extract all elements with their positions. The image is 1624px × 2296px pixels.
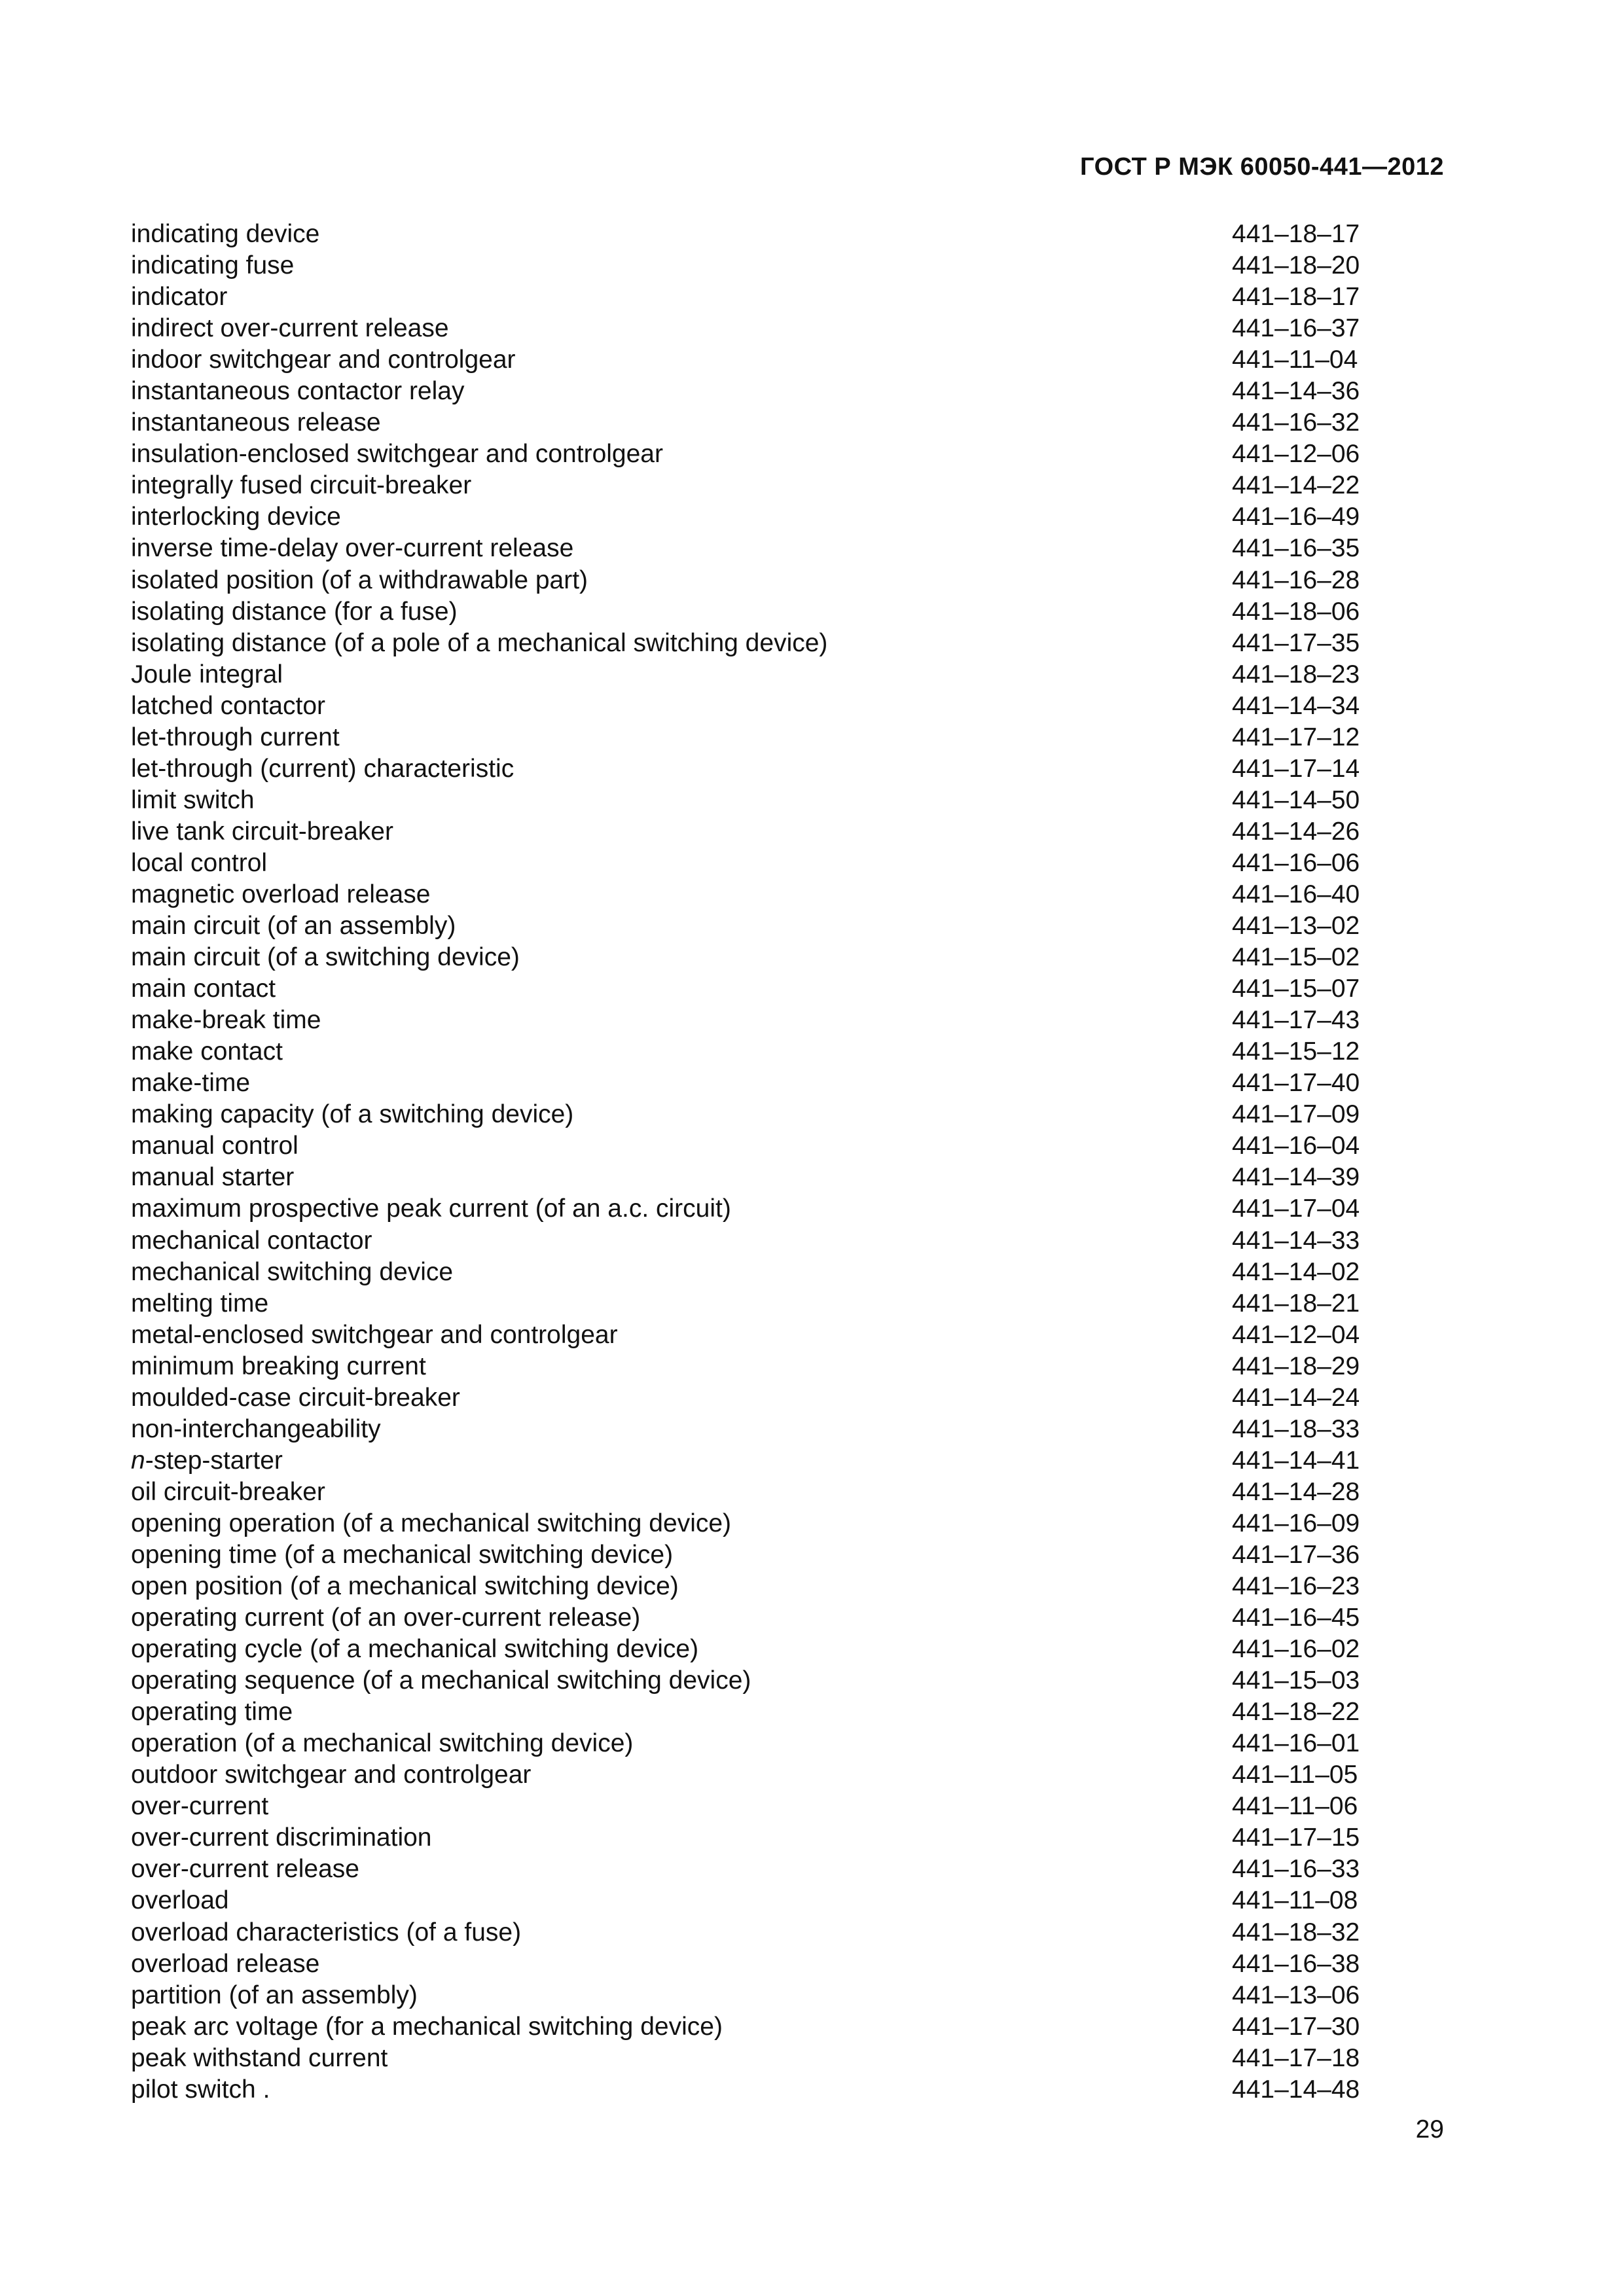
page-number: 29: [1415, 2115, 1444, 2144]
index-reference-number: 441–16–01: [1232, 1729, 1360, 1758]
index-term: [131, 1445, 283, 1477]
document-header: ГОСТ Р МЭК 60050-441—2012: [1080, 153, 1444, 181]
index-term: over-current: [131, 1792, 269, 1821]
index-entry: [131, 470, 1381, 501]
index-reference-number: 441–18–32: [1232, 1918, 1360, 1946]
index-reference-number: 441–17–30: [1232, 2012, 1360, 2041]
index-term: making capacity (of a switching device): [131, 1100, 574, 1129]
index-reference-number: 441–17–14: [1232, 754, 1360, 783]
index-entry: [131, 1634, 1381, 1665]
index-entry: [131, 439, 1381, 470]
index-term: magnetic overload release: [131, 880, 431, 908]
index-entry: [131, 1445, 1381, 1477]
index-entry: [131, 848, 1381, 879]
index-entry: [131, 2043, 1381, 2074]
index-entry: [131, 1351, 1381, 1382]
index-reference-number: 441–15–03: [1232, 1666, 1360, 1695]
index-term: isolated position (of a withdrawable part): [131, 565, 588, 594]
index-term: limit switch: [131, 785, 255, 814]
index-reference-number: 441–11–04: [1232, 346, 1358, 374]
index-reference-number: 441–16–28: [1232, 565, 1360, 594]
index-entry: [131, 1130, 1381, 1162]
index-term: overload: [131, 1886, 229, 1915]
index-reference-number: 441–12–06: [1232, 440, 1360, 469]
index-reference-number: 441–17–15: [1232, 1823, 1360, 1852]
index-entry: [131, 501, 1381, 533]
index-entry: [131, 376, 1381, 407]
index-entry: [131, 785, 1381, 816]
index-reference-number: 441–14–50: [1232, 785, 1360, 814]
index-term: opening operation (of a mechanical switching device): [131, 1509, 732, 1537]
index-reference-number: 441–16–45: [1232, 1604, 1360, 1632]
index-term: open position (of a mechanical switching device): [131, 1572, 679, 1601]
index-reference-number: 441–15–02: [1232, 943, 1360, 972]
index-entry: [131, 1728, 1381, 1759]
index-term: mechanical switching device: [131, 1257, 454, 1286]
index-reference-number: 441–14–39: [1232, 1163, 1360, 1192]
index-term: isolating distance (of a pole of a mechanical switching device): [131, 628, 828, 657]
index-term: operating current (of an over-current release): [131, 1604, 641, 1632]
index-entry: [131, 691, 1381, 722]
index-entry: [131, 596, 1381, 628]
index-entry: [131, 1067, 1381, 1099]
index-reference-number: 441–14–41: [1232, 1446, 1360, 1475]
index-reference-number: 441–16–40: [1232, 880, 1360, 908]
index-entry: [131, 942, 1381, 973]
index-term: instantaneous contactor relay: [131, 377, 465, 406]
index-entry: [131, 1036, 1381, 1067]
index-term: let-through (current) characteristic: [131, 754, 514, 783]
index-term: indirect over-current release: [131, 314, 449, 343]
index-reference-number: 441–18–22: [1232, 1698, 1360, 1727]
index-reference-number: 441–17–09: [1232, 1100, 1360, 1129]
index-term: make-time: [131, 1069, 251, 1098]
index-reference-number: 441–16–38: [1232, 1949, 1360, 1978]
index-term: instantaneous release: [131, 408, 381, 437]
index-reference-number: 441–18–17: [1232, 283, 1360, 312]
terms-index: [131, 219, 1381, 2106]
index-term: indicator: [131, 283, 228, 312]
index-entry: [131, 722, 1381, 753]
index-reference-number: 441–14–02: [1232, 1257, 1360, 1286]
index-entry: [131, 1382, 1381, 1414]
index-entry: [131, 1099, 1381, 1130]
index-reference-number: 441–18–29: [1232, 1352, 1360, 1380]
index-entry: [131, 1696, 1381, 1728]
index-term: outdoor switchgear and controlgear: [131, 1761, 532, 1789]
index-reference-number: 441–16–49: [1232, 503, 1360, 531]
index-reference-number: 441–16–02: [1232, 1635, 1360, 1664]
index-reference-number: 441–18–17: [1232, 220, 1360, 248]
index-term: operating cycle (of a mechanical switching device): [131, 1635, 699, 1664]
index-entry: [131, 1854, 1381, 1885]
index-reference-number: 441–18–21: [1232, 1289, 1360, 1318]
index-entry: [131, 816, 1381, 848]
index-entry: [131, 1477, 1381, 1508]
index-reference-number: 441–11–05: [1232, 1761, 1358, 1789]
index-term: main circuit (of an assembly): [131, 912, 456, 941]
index-reference-number: 441–17–36: [1232, 1540, 1360, 1569]
index-term: main circuit (of a switching device): [131, 943, 520, 972]
index-term: mechanical contactor: [131, 1226, 372, 1255]
index-entry: [131, 1508, 1381, 1539]
index-entry: [131, 1539, 1381, 1571]
index-entry: [131, 879, 1381, 910]
index-entry: [131, 1822, 1381, 1854]
index-entry: [131, 344, 1381, 376]
index-entry: [131, 1193, 1381, 1225]
index-reference-number: 441–16–33: [1232, 1855, 1360, 1884]
index-reference-number: 441–18–33: [1232, 1414, 1360, 1443]
index-term: indoor switchgear and controlgear: [131, 346, 516, 374]
index-reference-number: 441–12–04: [1232, 1320, 1360, 1349]
index-entry: [131, 1257, 1381, 1288]
index-entry: [131, 1665, 1381, 1696]
index-entry: [131, 1759, 1381, 1791]
index-entry: [131, 1791, 1381, 1822]
index-reference-number: 441–13–02: [1232, 912, 1360, 941]
index-entry: [131, 1917, 1381, 1948]
index-entry: [131, 1948, 1381, 1980]
index-entry: [131, 659, 1381, 691]
index-term: peak arc voltage (for a mechanical switching device): [131, 2012, 723, 2041]
index-entry: [131, 533, 1381, 564]
index-term: make contact: [131, 1037, 283, 1066]
index-term: partition (of an assembly): [131, 1981, 418, 2009]
index-reference-number: 441–16–35: [1232, 534, 1360, 563]
index-term: overload characteristics (of a fuse): [131, 1918, 522, 1946]
index-term: operating time: [131, 1698, 293, 1727]
index-term: overload release: [131, 1949, 320, 1978]
index-term: melting time: [131, 1289, 269, 1318]
index-reference-number: 441–14–22: [1232, 471, 1360, 500]
index-reference-number: 441–14–48: [1232, 2075, 1360, 2104]
index-reference-number: 441–11–06: [1232, 1792, 1358, 1821]
index-entry: [131, 2011, 1381, 2043]
index-term: make-break time: [131, 1006, 321, 1035]
index-term: over-current discrimination: [131, 1823, 432, 1852]
index-term: operating sequence (of a mechanical switching device): [131, 1666, 751, 1695]
index-entry: [131, 1414, 1381, 1445]
index-reference-number: 441–13–06: [1232, 1981, 1360, 2009]
index-term: minimum breaking current: [131, 1352, 426, 1380]
index-entry: [131, 1288, 1381, 1319]
index-entry: [131, 1005, 1381, 1036]
index-reference-number: 441–14–33: [1232, 1226, 1360, 1255]
index-entry: [131, 1162, 1381, 1193]
index-reference-number: 441–17–40: [1232, 1069, 1360, 1098]
index-reference-number: 441–16–37: [1232, 314, 1360, 343]
index-reference-number: 441–16–06: [1232, 848, 1360, 877]
index-reference-number: 441–11–08: [1232, 1886, 1358, 1915]
index-reference-number: 441–18–20: [1232, 251, 1360, 280]
index-reference-number: 441–17–18: [1232, 2043, 1360, 2072]
index-term: main contact: [131, 975, 276, 1003]
index-term: manual starter: [131, 1163, 295, 1192]
index-term: oil circuit-breaker: [131, 1477, 325, 1506]
index-entry: [131, 407, 1381, 439]
index-term: maximum prospective peak current (of an a.c. circuit): [131, 1194, 731, 1223]
index-term: isolating distance (for a fuse): [131, 597, 458, 626]
index-term: integrally fused circuit-breaker: [131, 471, 472, 500]
index-reference-number: 441–18–23: [1232, 660, 1360, 689]
index-term: manual control: [131, 1132, 298, 1160]
index-entry: [131, 753, 1381, 785]
index-entry: [131, 1319, 1381, 1351]
index-reference-number: 441–14–26: [1232, 817, 1360, 846]
index-term: moulded-case circuit-breaker: [131, 1383, 460, 1412]
index-reference-number: 441–15–07: [1232, 975, 1360, 1003]
index-entry: [131, 628, 1381, 659]
index-reference-number: 441–17–12: [1232, 723, 1360, 751]
index-term-italic-prefix: n: [131, 1446, 145, 1475]
index-reference-number: 441–15–12: [1232, 1037, 1360, 1066]
index-term: over-current release: [131, 1855, 359, 1884]
index-reference-number: 441–14–24: [1232, 1383, 1360, 1412]
index-reference-number: 441–14–28: [1232, 1477, 1360, 1506]
index-term: local control: [131, 848, 268, 877]
index-term: non-interchangeability: [131, 1414, 381, 1443]
index-entry: [131, 250, 1381, 281]
index-entry: [131, 1602, 1381, 1634]
index-entry: [131, 219, 1381, 250]
index-term: interlocking device: [131, 503, 341, 531]
index-term: pilot switch .: [131, 2075, 270, 2104]
index-entry: [131, 910, 1381, 942]
index-reference-number: 441–16–32: [1232, 408, 1360, 437]
index-term: indicating fuse: [131, 251, 295, 280]
index-term: metal-enclosed switchgear and controlgear: [131, 1320, 618, 1349]
index-term: live tank circuit-breaker: [131, 817, 393, 846]
index-reference-number: 441–16–04: [1232, 1132, 1360, 1160]
index-reference-number: 441–14–34: [1232, 691, 1360, 720]
index-term: inverse time-delay over-current release: [131, 534, 574, 563]
index-entry: [131, 973, 1381, 1005]
index-entry: [131, 281, 1381, 313]
index-reference-number: 441–16–09: [1232, 1509, 1360, 1537]
index-term: latched contactor: [131, 691, 326, 720]
index-term: opening time (of a mechanical switching device): [131, 1540, 674, 1569]
index-entry: [131, 1225, 1381, 1257]
index-term: Joule integral: [131, 660, 283, 689]
index-reference-number: 441–17–43: [1232, 1006, 1360, 1035]
index-entry: [131, 1980, 1381, 2011]
index-reference-number: 441–18–06: [1232, 597, 1360, 626]
index-term: indicating device: [131, 220, 320, 248]
index-reference-number: 441–17–35: [1232, 628, 1360, 657]
index-reference-number: 441–17–04: [1232, 1194, 1360, 1223]
index-entry: [131, 313, 1381, 344]
index-entry: [131, 1571, 1381, 1602]
index-term: let-through current: [131, 723, 340, 751]
index-term: insulation-enclosed switchgear and controlgear: [131, 440, 663, 469]
index-entry: [131, 2074, 1381, 2106]
index-reference-number: 441–16–23: [1232, 1572, 1360, 1601]
index-term-text: -step-starter: [145, 1446, 283, 1475]
index-entry: [131, 1885, 1381, 1916]
index-term: peak withstand current: [131, 2043, 388, 2072]
index-term: operation (of a mechanical switching device): [131, 1729, 634, 1758]
index-entry: [131, 565, 1381, 596]
index-reference-number: 441–14–36: [1232, 377, 1360, 406]
